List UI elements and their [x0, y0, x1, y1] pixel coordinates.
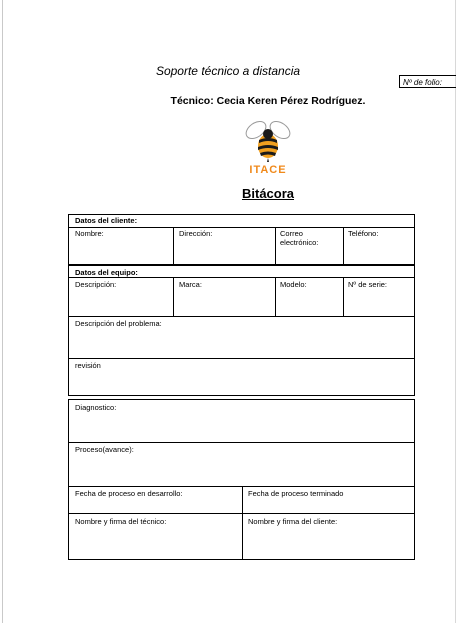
- divider: [69, 358, 414, 359]
- equipment-section: [68, 265, 415, 396]
- client-name-field[interactable]: Nombre:: [75, 229, 104, 238]
- equipment-serial-label: Nº de serie:: [348, 280, 388, 289]
- end-date-field[interactable]: Fecha de proceso terminado: [248, 489, 344, 498]
- logo-text: ITACE: [249, 164, 287, 176]
- client-section: [68, 214, 415, 265]
- form-title: Bitácora: [241, 186, 295, 201]
- divider: [69, 316, 414, 317]
- diagnosis-field[interactable]: Diagnostico:: [75, 403, 117, 412]
- equipment-serial-field[interactable]: [343, 277, 414, 316]
- equipment-brand-label: Marca:: [179, 280, 202, 289]
- folio-field[interactable]: Nº de folio:: [399, 75, 456, 88]
- equipment-model-label: Modelo:: [280, 280, 307, 289]
- right-column: [242, 486, 414, 559]
- revision-field[interactable]: revisión: [75, 361, 101, 370]
- divider: [69, 513, 414, 514]
- tecnico-name: Técnico: Cecia Keren Pérez Rodríguez.: [170, 95, 366, 107]
- client-address-label: Dirección:: [179, 229, 213, 238]
- client-section-label: Datos del cliente:: [75, 216, 138, 225]
- client-address-field[interactable]: [173, 227, 276, 264]
- client-phone-field[interactable]: [343, 227, 414, 264]
- equipment-description-field[interactable]: Descripción:: [75, 280, 117, 289]
- equipment-brand-field[interactable]: [173, 277, 276, 316]
- service-section: [68, 399, 415, 560]
- client-signature-field[interactable]: Nombre y firma del cliente:: [248, 517, 338, 526]
- problem-description-field[interactable]: Descripción del problema:: [75, 319, 162, 328]
- client-email-label-2: electrónico:: [280, 238, 319, 247]
- document-subtitle: Soporte técnico a distancia: [155, 64, 301, 78]
- divider: [69, 442, 414, 443]
- client-phone-label: Teléfono:: [348, 229, 379, 238]
- equipment-section-label: Datos del equipo:: [75, 268, 138, 277]
- process-field[interactable]: Proceso(avance):: [75, 445, 134, 454]
- equipment-model-field[interactable]: [275, 277, 345, 316]
- technician-signature-field[interactable]: Nombre y firma del técnico:: [75, 517, 167, 526]
- client-email-field[interactable]: [275, 227, 345, 264]
- page-left-edge: [2, 0, 3, 623]
- start-date-field[interactable]: Fecha de proceso en desarrollo:: [75, 489, 183, 498]
- client-email-label-1: Correo: [280, 229, 303, 238]
- itace-bee-logo: [238, 118, 298, 176]
